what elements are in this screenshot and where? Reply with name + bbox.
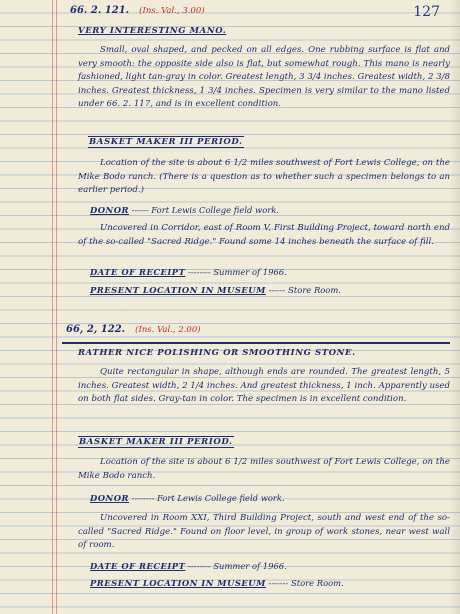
uncovered-text: Uncovered in Corridor, east of Room V, First Building Project, toward north end of the so-called "Sacred Ridge." Found some 14 inches beneath the surface of fill.	[78, 223, 450, 247]
page-number: 127	[413, 4, 440, 20]
entry-header	[66, 324, 201, 335]
insured-value: (Ins. Val., 2.00)	[135, 325, 201, 335]
entry-description: Quite rectangular in shape, although ends are rounded. The greatest length, 5 inches. Greatest width, 2 1/4 inches. And greatest thickness, 1 inch. Apparently used on both flat sides. Gray-tan in color. The specimen is in excellent condition.	[78, 367, 450, 404]
donor-line: DONOR ------ Fort Lewis College field work.	[90, 205, 279, 215]
page-edge-shadow	[450, 0, 460, 614]
receipt-line: DATE OF RECEIPT -------- Summer of 1966.	[90, 561, 287, 571]
insured-value: (Ins. Val., 3.00)	[139, 6, 205, 16]
location-text: Location of the site is about 6 1/2 miles southwest of Fort Lewis College, on the Mike Bodo ranch. (There is a question as to whether such a specimen belongs to an earlier period.)	[78, 158, 450, 195]
margin-line	[56, 0, 57, 614]
divider-line	[62, 342, 450, 344]
margin-line	[52, 0, 53, 614]
period-heading: BASKET MAKER III PERIOD.	[79, 437, 233, 447]
entry-title: RATHER NICE POLISHING OR SMOOTHING STONE.	[78, 348, 356, 358]
entry-header	[70, 5, 205, 16]
entry-title: VERY INTERESTING MANO.	[78, 26, 227, 36]
museum-location-line: PRESENT LOCATION IN MUSEUM ------ Store Room.	[90, 285, 341, 295]
museum-location-line: PRESENT LOCATION IN MUSEUM ------- Store Room.	[90, 578, 344, 588]
location-text: Location of the site is about 6 1/2 miles southwest of Fort Lewis College, on the Mike Bodo ranch.	[78, 457, 450, 481]
period-heading: BASKET MAKER III PERIOD.	[89, 137, 243, 147]
donor-line: DONOR -------- Fort Lewis College field work.	[90, 493, 285, 503]
uncovered-text: Uncovered in Room XXI, Third Building Project, south and west end of the so-called "Sacred Ridge." Found on floor level, in group of work stones, near west wall of room.	[78, 513, 450, 550]
receipt-line: DATE OF RECEIPT -------- Summer of 1966.	[90, 267, 287, 277]
catalog-number: 66. 2. 121.	[70, 5, 130, 16]
catalog-number: 66, 2, 122.	[66, 324, 126, 335]
entry-description: Small, oval shaped, and pecked on all edges. One rubbing surface is flat and very smooth: the opposite side also is flat, but somewhat rough. This mano is nearly fashioned, light tan-gray in color. Greatest length, 3 3/4 inches. Greatest width, 2 3/8 inches. Greatest thickness, 1 3/4 inches. Specimen is very similar to the mano listed under 66. 2. 117, and is in excellent condition.	[78, 45, 450, 109]
